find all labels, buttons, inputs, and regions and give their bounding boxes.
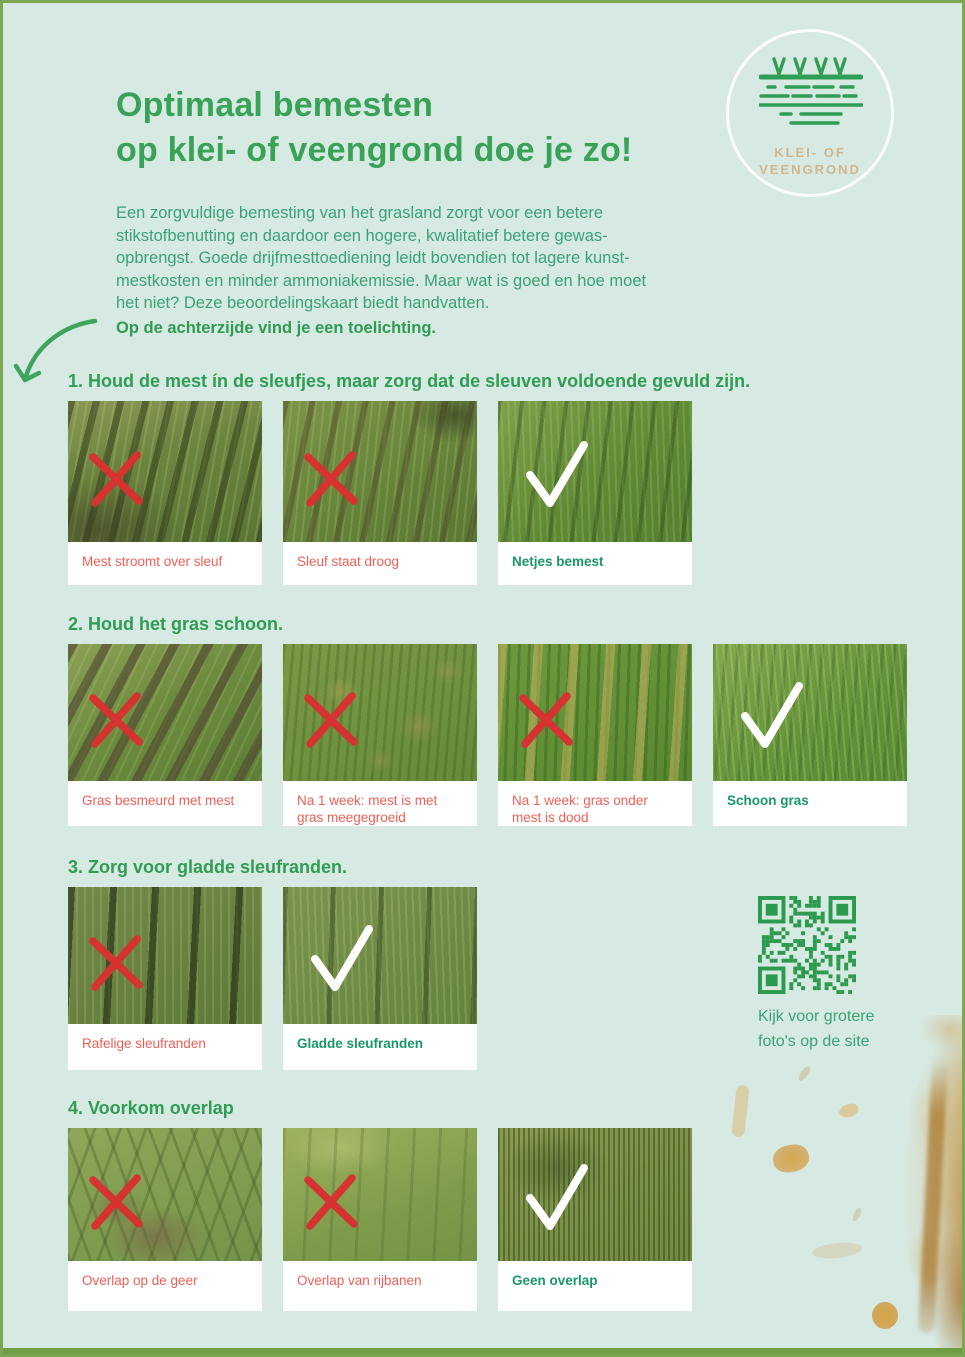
section-heading: 2. Houd het gras schoon.	[68, 614, 284, 634]
photo-caption: Geen overlap	[512, 1273, 598, 1288]
check-mark	[309, 923, 375, 993]
page-title-line1: Optimaal bemesten	[116, 86, 434, 124]
photo-card	[498, 1128, 692, 1311]
stain-droplet	[811, 1240, 862, 1260]
section-avoid-overlap	[68, 1097, 692, 1311]
photo-caption: Gras besmeurd met mest	[82, 793, 235, 808]
photo-row	[68, 887, 477, 1070]
qr-code	[758, 896, 856, 994]
soil-type-label: KLEI- OF VEENGROND	[759, 145, 861, 177]
grass-photo	[283, 644, 477, 781]
grass-photo	[283, 1128, 477, 1261]
photo-card	[283, 1128, 477, 1311]
coffee-stain	[889, 1015, 965, 1357]
section-slits-filled	[68, 370, 750, 585]
photo-card	[68, 401, 262, 585]
photo-caption: Mest stroomt over sleuf	[82, 554, 223, 569]
photo-row	[68, 1128, 692, 1311]
photo-card	[68, 887, 262, 1070]
backside-note: Op de achterzijde vind je een toelichting.	[116, 318, 436, 337]
stain-droplet	[771, 1142, 812, 1176]
x-mark	[86, 1172, 146, 1230]
photo-card	[68, 1128, 262, 1311]
photo-caption: Netjes bemest	[512, 554, 604, 569]
photo-card	[283, 887, 477, 1070]
photo-card	[283, 644, 477, 826]
grass-photo	[283, 887, 477, 1024]
check-mark	[524, 1162, 590, 1232]
photo-row	[68, 644, 907, 826]
x-mark	[301, 690, 361, 748]
photo-caption: Na 1 week: gras onder mest is dood	[512, 793, 648, 825]
photo-caption: Sleuf staat droog	[297, 554, 400, 569]
section-heading: 1. Houd de mest ín de sleufjes, maar zorg dat de sleuven voldoende gevuld zijn.	[68, 371, 751, 391]
grass-photo	[68, 1128, 262, 1261]
soil-slits-icon	[759, 56, 863, 136]
x-mark	[301, 449, 361, 507]
x-mark	[301, 1172, 361, 1230]
grass-photo	[498, 644, 692, 781]
stain-droplet	[851, 1206, 863, 1222]
qr-caption: Kijk voor grotere foto's op de site	[758, 1008, 875, 1050]
stain-droplet	[731, 1084, 749, 1137]
photo-caption: Overlap van rijbanen	[297, 1273, 422, 1288]
section-heading: 3. Zorg voor gladde sleufranden.	[68, 857, 348, 877]
grass-photo	[68, 401, 262, 542]
page-title-line2: op klei- of veengrond doe je zo!	[116, 131, 633, 169]
photo-caption: Schoon gras	[727, 793, 809, 808]
section-heading: 4. Voorkom overlap	[68, 1098, 234, 1118]
photo-caption: Rafelige sleufranden	[82, 1036, 206, 1051]
section-smooth-edges	[68, 856, 477, 1070]
coffee-stain-vein	[918, 1061, 948, 1333]
grass-photo	[68, 644, 262, 781]
x-mark	[86, 933, 146, 991]
page-title	[116, 83, 632, 173]
check-mark	[739, 680, 805, 750]
grass-photo	[283, 401, 477, 542]
grass-photo	[713, 644, 907, 781]
grass-photo	[498, 401, 692, 542]
footer-bar	[3, 1348, 962, 1354]
photo-card	[68, 644, 262, 826]
photo-row	[68, 401, 750, 585]
x-mark	[86, 449, 146, 507]
photo-card	[498, 401, 692, 585]
photo-card	[283, 401, 477, 585]
photo-card	[498, 644, 692, 826]
section-clean-grass	[68, 613, 907, 826]
photo-caption: Na 1 week: mest is met gras meegegroeid	[297, 793, 438, 825]
grass-photo	[498, 1128, 692, 1261]
photo-caption: Overlap op de geer	[82, 1273, 198, 1288]
intro-paragraph: Een zorgvuldige bemesting van het grasland zorgt voor een betere stikstofbenutting en daardoor een hogere, kwalitatief betere gewas- opbrengst. Goede drijfmesttoediening leidt bovendien tot lagere kunst- mestkosten en minder ammoniakemissie. Maar wat is goed en hoe moet het niet? Deze beoordelingskaart biedt handvatten. Op de achterzijde vind je een toelichting.	[116, 202, 646, 340]
stain-droplet	[837, 1101, 860, 1120]
check-mark	[524, 439, 590, 509]
x-mark	[516, 690, 576, 748]
stain-droplet	[797, 1065, 812, 1083]
photo-caption: Gladde sleufranden	[297, 1036, 424, 1051]
soil-type-badge	[726, 29, 894, 197]
stain-droplet	[872, 1302, 898, 1329]
photo-card	[713, 644, 907, 826]
x-mark	[86, 690, 146, 748]
grass-photo	[68, 887, 262, 1024]
